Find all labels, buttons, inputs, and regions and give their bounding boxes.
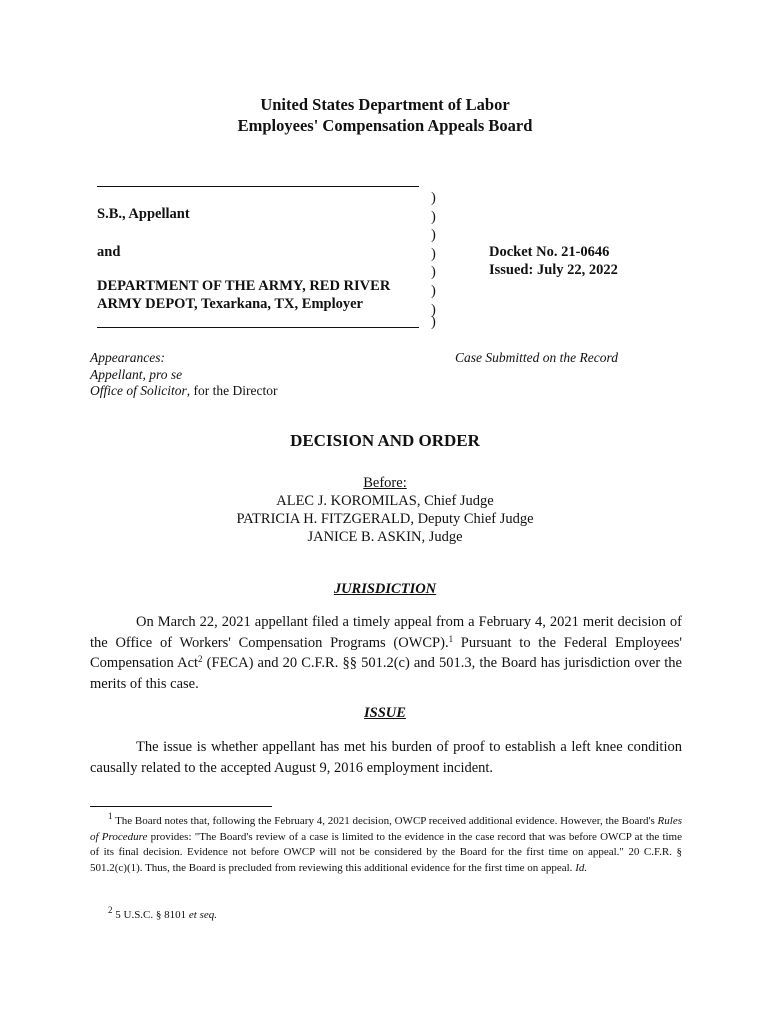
appellant-name: S.B., Appellant (97, 206, 190, 222)
caption-rule-bottom (97, 327, 419, 328)
caption-paren: ) (431, 283, 436, 299)
caption-paren: ) (431, 301, 436, 318)
footnote-1-rules: Rules of Procedure (90, 815, 682, 843)
jurisdiction-paragraph (90, 612, 682, 694)
footnote-1 (90, 811, 682, 876)
jurisdiction-text-c: (FECA) and 20 C.F.R. §§ 501.2(c) and 501.3, the Board has jurisdiction over the merits of this case. (90, 655, 682, 692)
employer-line-1: DEPARTMENT OF THE ARMY, RED RIVER (97, 278, 391, 294)
jurisdiction-text-a: On March 22, 2021 appellant filed a timely appeal from a February 4, 2021 merit decision of the Office of Workers' Compensation Programs (OWCP). (90, 614, 682, 651)
issue-paragraph: The issue is whether appellant has met his burden of proof to establish a left knee condition causally related to the accepted August 9, 2016 employment incident. (90, 739, 682, 776)
jurisdiction-text-b: Pursuant to the Federal Employees' Compensation Act (90, 634, 682, 671)
submission-note: Case Submitted on the Record (455, 350, 618, 365)
caption-and: and (97, 244, 121, 260)
footnote-1-number: 1 (108, 811, 113, 821)
caption-rule-top (97, 186, 419, 187)
caption-paren: ) (431, 190, 436, 206)
footnote-2-number: 2 (108, 905, 113, 915)
employer-line-2: ARMY DEPOT, Texarkana, TX, Employer (97, 296, 363, 312)
caption-paren: ) (431, 208, 436, 225)
before-label: Before: (363, 475, 407, 491)
solicitor-line (90, 383, 277, 400)
board-title: Employees' Compensation Appeals Board (237, 116, 533, 135)
footnote-separator (90, 806, 272, 807)
footnote-1-id: Id. (575, 861, 588, 874)
footnote-1-text-a: The Board notes that, following the February 4, 2021 decision, OWCP received additional evidence. However, the Board's (115, 815, 658, 827)
caption-paren: ) (431, 314, 436, 330)
docket-number: Docket No. 21-0646 (489, 244, 610, 260)
solicitor-office: Office of Solicitor (90, 383, 187, 398)
footnote-ref-1[interactable]: 1 (448, 633, 454, 644)
footnote-2 (90, 905, 682, 924)
solicitor-role: , for the Director (186, 383, 278, 398)
footnote-ref-2[interactable]: 2 (198, 654, 203, 664)
jurisdiction-heading: JURISDICTION (333, 581, 437, 597)
decision-title: DECISION AND ORDER (290, 431, 480, 450)
appearances-label: Appearances: (90, 350, 165, 365)
caption-paren: ) (431, 245, 436, 262)
judge-3: JANICE B. ASKIN, Judge (307, 529, 463, 545)
footnote-2-etseq: et seq. (188, 909, 218, 921)
judge-2: PATRICIA H. FITZGERALD, Deputy Chief Judge (236, 511, 534, 527)
footnote-1-text-b: provides: "The Board's review of a case is limited to the evidence in the case record that was before OWCP at the time of its final decision. Evidence not before OWCP will not be considered by the Board for the first time on appeal." 20 C.F.R. § 501.2(c)(1). Thus, the Board is precluded from reviewing this additional evidence for the first time on appeal. (90, 830, 682, 874)
issued-date: Issued: July 22, 2022 (489, 262, 618, 278)
footnote-2-text: 5 U.S.C. § 8101 (115, 909, 189, 921)
appellant-representation: Appellant, pro se (90, 366, 183, 382)
caption-paren: ) (431, 264, 436, 281)
caption-paren: ) (431, 227, 436, 244)
agency-title: United States Department of Labor (260, 95, 510, 114)
judge-1: ALEC J. KOROMILAS, Chief Judge (276, 493, 494, 509)
issue-heading: ISSUE (364, 705, 406, 721)
